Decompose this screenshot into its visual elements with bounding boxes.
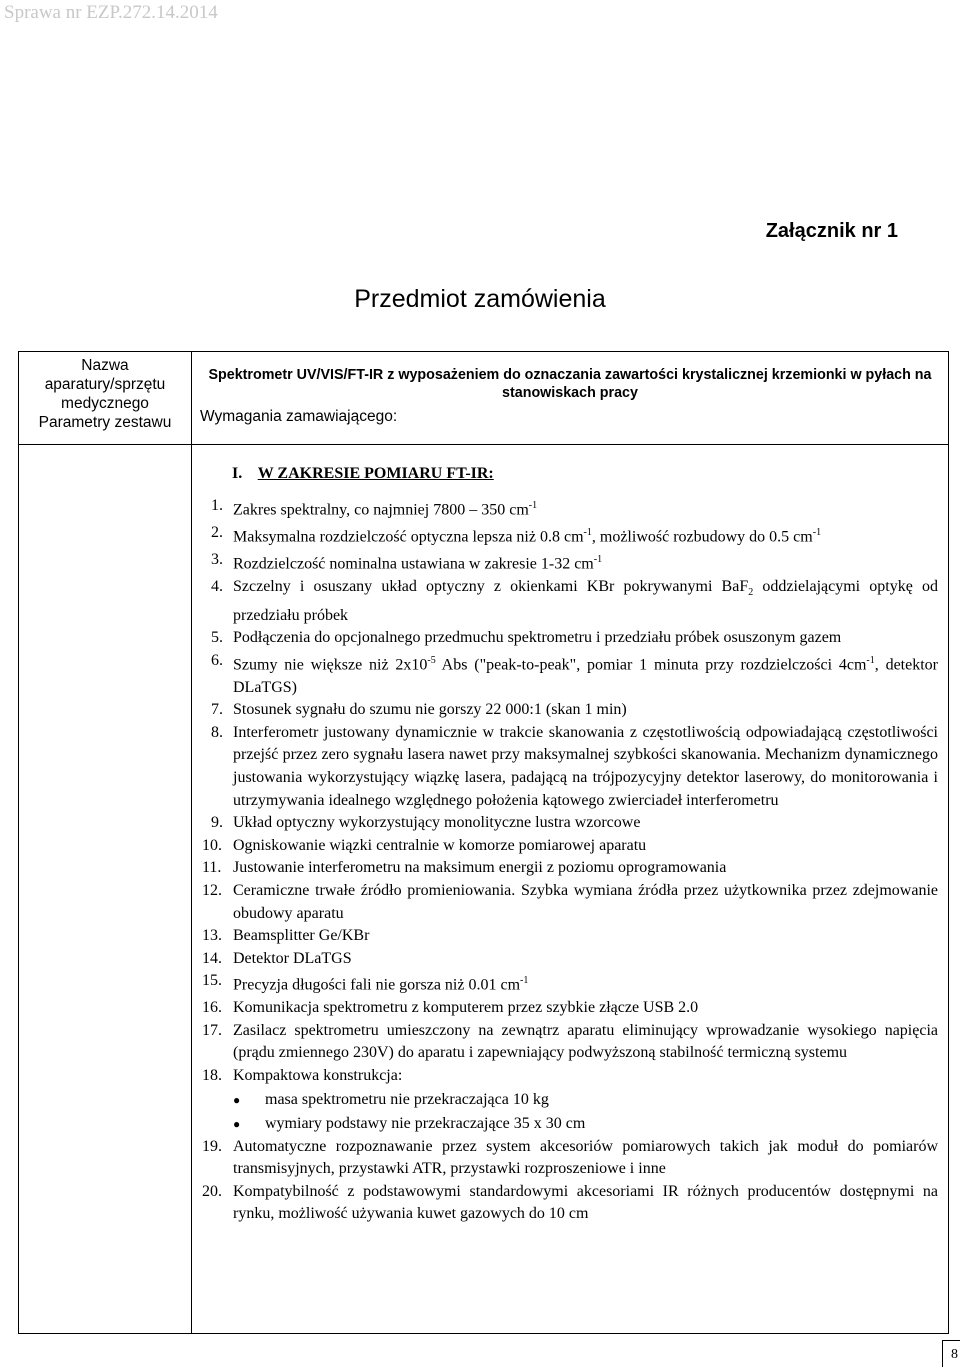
requirements-label: Wymagania zamawiającego: — [200, 408, 398, 425]
order-table — [18, 351, 949, 1334]
requirement-text: Rozdzielczość nominalna ustawiana w zakresie 1-32 $cm^{-1}$ — [233, 553, 603, 573]
requirement-item — [192, 1136, 938, 1181]
section-heading — [232, 465, 948, 483]
bullet-text: wymiary podstawy nie przekraczające 35 x 30 cm — [265, 1114, 586, 1132]
requirement-text: Zakres spektralny, co najmniej 7800 – 350 $cm^{-1}$ — [233, 500, 538, 519]
requirement-item — [192, 650, 938, 700]
requirement-text: Kompatybilność z podstawowymi standardowymi akcesoriami IR różnych producentów dostępnymi na rynku, możliwość używania kuwet gazowych do 10 cm — [233, 1182, 938, 1223]
requirement-number: 4. — [211, 577, 223, 595]
requirement-item — [192, 997, 938, 1020]
requirement-item — [192, 1020, 938, 1065]
requirement-text: Szczelny i osuszany układ optyczny z okienkami KBr pokrywanymi BaF$_2$ oddzielającymi optykę od przedziału próbek — [233, 577, 938, 624]
requirement-text: Justowanie interferometru na maksimum energii z poziomu oprogramowania — [233, 859, 727, 877]
subscript: 2 — [748, 586, 754, 598]
bullet-item — [233, 1088, 938, 1112]
requirement-item — [192, 948, 938, 971]
table-row-device — [19, 352, 949, 445]
device-name: Spektrometr UV/VIS/FT-IR z wyposażeniem do oznaczania zawartości krystalicznej krzemionki w pyłach na stanowiskach pracy — [208, 367, 932, 401]
requirement-number: 19. — [202, 1137, 222, 1155]
section-title: W ZAKRESIE POMIARU FT-IR: — [257, 465, 494, 482]
requirement-text: Układ optyczny wykorzystujący monolityczne lustra wzorcowe — [233, 814, 641, 832]
requirement-item — [192, 1065, 938, 1136]
requirement-number: 2. — [211, 523, 223, 541]
device-cell — [192, 352, 949, 445]
requirement-text: Ceramiczne trwałe źródło promieniowania. Szybka wymiana źródła przez użytkownika przez zdejmowanie obudowy aparatu — [233, 882, 938, 922]
requirement-item — [192, 880, 938, 925]
page-number: 8 — [951, 1347, 958, 1362]
requirement-text: Detektor DLaTGS — [233, 949, 352, 967]
requirement-number: 5. — [211, 629, 223, 647]
bullet-list — [233, 1088, 938, 1136]
page-number-border-top — [942, 1340, 960, 1341]
requirement-item — [192, 627, 938, 650]
requirement-item — [192, 549, 938, 576]
requirement-text: Stosunek sygnału do szumu nie gorszy 22 000:1 (skan 1 min) — [233, 701, 627, 719]
requirement-item — [192, 699, 938, 722]
requirement-number: 1. — [211, 497, 223, 514]
requirement-text: Precyzja długości fali nie gorsza niż 0.01 $cm^{-1}$ — [233, 975, 529, 994]
requirement-number: 9. — [211, 814, 223, 832]
requirement-number: 3. — [211, 550, 223, 568]
requirement-text: Maksymalna rozdzielczość optyczna lepsza niż 0.8 $cm^{-1}$, możliwość rozbudowy do 0.5 $cm^{-1}$ — [233, 526, 822, 546]
requirement-number: 13. — [202, 927, 222, 945]
bullet-text: masa spektrometru nie przekraczająca 10 kg — [265, 1090, 549, 1108]
label-cell — [19, 352, 192, 445]
requirement-text: Kompaktowa konstrukcja: ● masa spektrometru nie przekraczająca 10 kg ● wymiary podstawy nie przekraczające 35 x 30 cm — [233, 1065, 938, 1136]
requirement-number: 11. — [202, 859, 222, 877]
superscript: -1 — [812, 526, 822, 538]
requirement-number: 17. — [202, 1021, 222, 1039]
label-device-name: Nazwa aparatury/sprzętu medycznego — [44, 357, 166, 412]
superscript: -1 — [866, 654, 875, 666]
superscript: -1 — [520, 975, 529, 987]
requirement-number: 20. — [202, 1182, 222, 1200]
requirement-text: Interferometr justowany dynamicznie w trakcie skanowania z częstotliwością odpowiadającą częstotliwości przejść przez zero sygnału lasera nawet przy maksymalnej szybkości skanowania. Mechanizm dynamicznego justowania wykorzystujący wiązkę lasera, padającą na trójpozycyjny detektor laserowy, do monitorowania i utrzymywania idealnego względnego położenia kątowego zwierciadeł interferometru — [233, 723, 938, 809]
requirement-number: 12. — [202, 882, 222, 899]
bullet-item — [233, 1112, 938, 1136]
requirement-text: Szumy nie większe niż $2x10^{-5}$ Abs ("peak-to-peak", pomiar 1 minuta przy rozdzielczości $4cm^{-1}$, detektor DLaTGS) — [233, 654, 939, 696]
requirement-item — [192, 812, 938, 835]
requirement-text: Ogniskowanie wiązki centralnie w komorze pomiarowej aparatu — [233, 836, 647, 854]
requirement-number: 18. — [202, 1067, 222, 1085]
table-row-requirements — [19, 445, 949, 1334]
requirement-item — [192, 857, 938, 880]
empty-label-cell — [19, 445, 192, 1334]
section-number: I. — [232, 465, 243, 482]
superscript: -5 — [427, 654, 436, 666]
page-number-border-left — [942, 1340, 943, 1367]
requirement-text: Komunikacja spektrometru z komputerem przez szybkie złącze USB 2.0 — [233, 999, 699, 1017]
requirement-item — [192, 1181, 938, 1226]
superscript: -1 — [528, 500, 538, 511]
requirement-item — [192, 970, 938, 997]
attachment-label: Załącznik nr 1 — [765, 220, 898, 242]
requirement-number: 6. — [211, 651, 223, 669]
label-set-params: Parametry zestawu — [38, 414, 172, 431]
page-title: Przedmiot zamówienia — [354, 285, 606, 313]
requirement-item — [192, 522, 938, 549]
requirement-number: 8. — [211, 723, 223, 741]
requirement-number: 7. — [211, 701, 223, 719]
requirements-cell — [192, 445, 949, 1334]
watermark-case-number: Sprawa nr EZP.272.14.2014 — [4, 2, 218, 23]
requirement-item — [192, 722, 938, 812]
requirement-item — [192, 495, 938, 522]
requirement-number: 14. — [202, 949, 222, 967]
requirement-number: 10. — [202, 836, 222, 854]
bullet-icon: ● — [233, 1116, 241, 1131]
requirement-item — [192, 576, 938, 627]
requirement-number: 15. — [202, 972, 222, 990]
requirement-text: Zasilacz spektrometru umieszczony na zewnątrz aparatu eliminujący wprowadzanie wysokiego napięcia (prądu zmiennego 230V) do aparatu i zapewniający podwyższoną stabilność termiczną systemu — [233, 1021, 938, 1062]
bullet-icon: ● — [233, 1092, 241, 1107]
requirement-number: 16. — [202, 999, 222, 1017]
superscript: -1 — [593, 553, 603, 565]
requirement-item — [192, 835, 938, 858]
requirements-list — [192, 495, 938, 1226]
requirement-text: Automatyczne rozpoznawanie przez system akcesoriów pomiarowych takich jak moduł do pomiarów transmisyjnych, przystawki ATR, przystawki rozproszeniowe i inne — [233, 1137, 938, 1178]
requirement-text: Beamsplitter Ge/KBr — [233, 927, 370, 945]
requirement-text: Podłączenia do opcjonalnego przedmuchu spektrometru i przedziału próbek osuszonym gazem — [233, 629, 842, 647]
superscript: -1 — [583, 526, 592, 538]
requirement-item — [192, 925, 938, 948]
